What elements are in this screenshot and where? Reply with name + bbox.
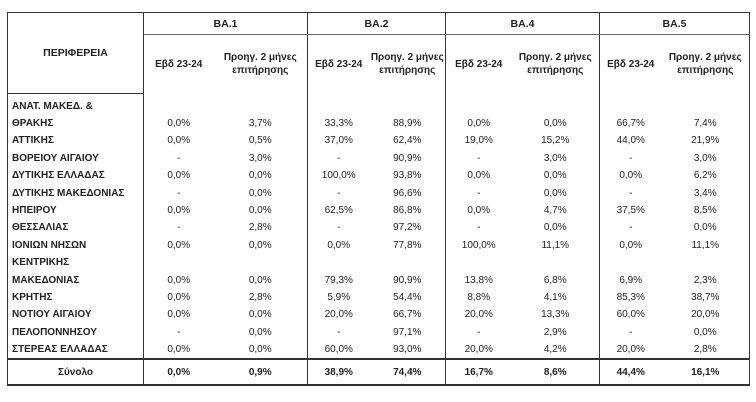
subheader-prev-months: Προηγ. 2 μήνες επιτήρησης bbox=[370, 35, 446, 94]
value-cell bbox=[662, 254, 750, 271]
data-table bbox=[7, 12, 750, 386]
value-cell: 0,0% bbox=[446, 115, 512, 132]
region-name: ΜΑΚΕΔΟΝΙΑΣ bbox=[8, 271, 144, 288]
value-cell bbox=[370, 254, 446, 271]
table-row bbox=[8, 219, 750, 236]
value-cell bbox=[308, 93, 370, 115]
value-cell: 62,5% bbox=[308, 202, 370, 219]
value-cell: 0,0% bbox=[214, 271, 308, 288]
value-cell: - bbox=[600, 184, 662, 201]
value-cell bbox=[512, 254, 600, 271]
value-cell: 2,8% bbox=[214, 219, 308, 236]
region-name: ΝΟΤΙΟΥ ΑΙΓΑΙΟΥ bbox=[8, 306, 144, 323]
value-cell: 0,0% bbox=[512, 219, 600, 236]
value-cell: 60,0% bbox=[308, 341, 370, 359]
value-cell: 88,9% bbox=[370, 115, 446, 132]
value-cell: 20,0% bbox=[308, 306, 370, 323]
value-cell bbox=[512, 93, 600, 115]
value-cell: 79,3% bbox=[308, 271, 370, 288]
group-header-row bbox=[8, 13, 750, 35]
value-cell: 93,8% bbox=[370, 167, 446, 184]
subheader-prev-months: Προηγ. 2 μήνες επιτήρησης bbox=[662, 35, 750, 94]
value-cell: 97,1% bbox=[370, 324, 446, 341]
group-header-ba5: ΒΑ.5 bbox=[600, 13, 750, 35]
region-name: ΑΤΤΙΚΗΣ bbox=[8, 132, 144, 149]
value-cell: 0,0% bbox=[144, 202, 214, 219]
value-cell: 0,0% bbox=[446, 202, 512, 219]
value-cell: 77,8% bbox=[370, 237, 446, 254]
value-cell: 100,0% bbox=[446, 237, 512, 254]
table-row bbox=[8, 306, 750, 323]
value-cell: 37,5% bbox=[600, 202, 662, 219]
value-cell: 0,0% bbox=[144, 237, 214, 254]
value-cell: 0,0% bbox=[600, 237, 662, 254]
value-cell: 93,0% bbox=[370, 341, 446, 359]
value-cell: 0,0% bbox=[214, 324, 308, 341]
total-cell: 0,9% bbox=[214, 359, 308, 385]
table-row bbox=[8, 167, 750, 184]
value-cell: 20,0% bbox=[446, 341, 512, 359]
table-row bbox=[8, 150, 750, 167]
subheader-prev-months: Προηγ. 2 μήνες επιτήρησης bbox=[512, 35, 600, 94]
value-cell: 0,0% bbox=[446, 167, 512, 184]
group-header-ba4: ΒΑ.4 bbox=[446, 13, 600, 35]
value-cell: - bbox=[446, 324, 512, 341]
region-name: ΣΤΕΡΕΑΣ ΕΛΛΑΔΑΣ bbox=[8, 341, 144, 359]
value-cell: 2,3% bbox=[662, 271, 750, 288]
region-column-header: ΠΕΡΙΦΕΡΕΙΑ bbox=[8, 13, 144, 94]
value-cell: 90,9% bbox=[370, 271, 446, 288]
value-cell: 33,3% bbox=[308, 115, 370, 132]
value-cell: - bbox=[446, 219, 512, 236]
value-cell: 8,5% bbox=[662, 202, 750, 219]
value-cell: - bbox=[446, 150, 512, 167]
table-row bbox=[8, 324, 750, 341]
value-cell: 6,8% bbox=[512, 271, 600, 288]
value-cell: 0,0% bbox=[662, 219, 750, 236]
group-header-ba2: ΒΑ.2 bbox=[308, 13, 446, 35]
value-cell: 0,0% bbox=[214, 237, 308, 254]
value-cell: - bbox=[144, 219, 214, 236]
table-row bbox=[8, 202, 750, 219]
value-cell: 0,0% bbox=[512, 167, 600, 184]
value-cell: - bbox=[308, 150, 370, 167]
value-cell: 21,9% bbox=[662, 132, 750, 149]
value-cell: - bbox=[600, 219, 662, 236]
table-row bbox=[8, 237, 750, 254]
value-cell: 0,0% bbox=[144, 341, 214, 359]
table-row bbox=[8, 254, 750, 271]
value-cell: 0,0% bbox=[144, 306, 214, 323]
value-cell bbox=[214, 93, 308, 115]
value-cell bbox=[600, 254, 662, 271]
value-cell: 0,5% bbox=[214, 132, 308, 149]
region-name: ΘΕΣΣΑΛΙΑΣ bbox=[8, 219, 144, 236]
value-cell: 19,0% bbox=[446, 132, 512, 149]
value-cell bbox=[370, 93, 446, 115]
value-cell: 44,0% bbox=[600, 132, 662, 149]
region-name: ΗΠΕΙΡΟΥ bbox=[8, 202, 144, 219]
value-cell: 6,9% bbox=[600, 271, 662, 288]
region-name: ΠΕΛΟΠΟΝΝΗΣΟΥ bbox=[8, 324, 144, 341]
value-cell: 3,4% bbox=[662, 184, 750, 201]
value-cell bbox=[308, 254, 370, 271]
value-cell: 4,1% bbox=[512, 289, 600, 306]
value-cell: 0,0% bbox=[662, 324, 750, 341]
value-cell: 13,8% bbox=[446, 271, 512, 288]
value-cell: 15,2% bbox=[512, 132, 600, 149]
total-cell: 0,0% bbox=[144, 359, 214, 385]
value-cell bbox=[662, 93, 750, 115]
value-cell: 20,0% bbox=[446, 306, 512, 323]
total-label: Σύνολο bbox=[8, 359, 144, 385]
total-cell: 8,6% bbox=[512, 359, 600, 385]
subheader-week: Εβδ 23-24 bbox=[308, 35, 370, 94]
value-cell: 66,7% bbox=[370, 306, 446, 323]
table-row bbox=[8, 341, 750, 359]
value-cell: 0,0% bbox=[600, 167, 662, 184]
table-body bbox=[8, 93, 750, 359]
subheader-week: Εβδ 23-24 bbox=[144, 35, 214, 94]
value-cell: - bbox=[144, 184, 214, 201]
value-cell: - bbox=[144, 324, 214, 341]
value-cell: 100,0% bbox=[308, 167, 370, 184]
value-cell: 0,0% bbox=[214, 306, 308, 323]
value-cell: 0,0% bbox=[214, 341, 308, 359]
value-cell: 13,3% bbox=[512, 306, 600, 323]
table-row bbox=[8, 93, 750, 115]
value-cell: 4,2% bbox=[512, 341, 600, 359]
value-cell: 38,7% bbox=[662, 289, 750, 306]
table-row bbox=[8, 289, 750, 306]
table-row bbox=[8, 184, 750, 201]
region-name: ΙΟΝΙΩΝ ΝΗΣΩΝ bbox=[8, 237, 144, 254]
total-cell: 16,1% bbox=[662, 359, 750, 385]
region-name: ΒΟΡΕΙΟΥ ΑΙΓΑΙΟΥ bbox=[8, 150, 144, 167]
value-cell: 96,6% bbox=[370, 184, 446, 201]
value-cell: - bbox=[144, 150, 214, 167]
value-cell: 6,2% bbox=[662, 167, 750, 184]
value-cell: 3,0% bbox=[662, 150, 750, 167]
value-cell: 8,8% bbox=[446, 289, 512, 306]
table-container bbox=[7, 12, 749, 386]
value-cell: 2,8% bbox=[214, 289, 308, 306]
value-cell: 4,7% bbox=[512, 202, 600, 219]
value-cell: 0,0% bbox=[214, 167, 308, 184]
region-name: ΔΥΤΙΚΗΣ ΕΛΛΑΔΑΣ bbox=[8, 167, 144, 184]
total-cell: 44,4% bbox=[600, 359, 662, 385]
region-name: ΑΝΑΤ. ΜΑΚΕΔ. & bbox=[8, 93, 144, 115]
value-cell: 0,0% bbox=[144, 132, 214, 149]
value-cell bbox=[600, 93, 662, 115]
subheader-prev-months: Προηγ. 2 μήνες επιτήρησης bbox=[214, 35, 308, 94]
value-cell: 11,1% bbox=[512, 237, 600, 254]
table-row bbox=[8, 115, 750, 132]
value-cell: 86,8% bbox=[370, 202, 446, 219]
table-row bbox=[8, 132, 750, 149]
value-cell: 0,0% bbox=[144, 115, 214, 132]
value-cell: 3,0% bbox=[512, 150, 600, 167]
table-row bbox=[8, 271, 750, 288]
value-cell: 11,1% bbox=[662, 237, 750, 254]
value-cell: 0,0% bbox=[144, 167, 214, 184]
region-name: ΚΡΗΤΗΣ bbox=[8, 289, 144, 306]
region-name: ΚΕΝΤΡΙΚΗΣ bbox=[8, 254, 144, 271]
value-cell: - bbox=[308, 219, 370, 236]
value-cell: - bbox=[308, 324, 370, 341]
value-cell: 54,4% bbox=[370, 289, 446, 306]
value-cell: 7,4% bbox=[662, 115, 750, 132]
value-cell: 0,0% bbox=[308, 237, 370, 254]
value-cell: 0,0% bbox=[512, 115, 600, 132]
value-cell: 60,0% bbox=[600, 306, 662, 323]
subheader-week: Εβδ 23-24 bbox=[446, 35, 512, 94]
value-cell: 97,2% bbox=[370, 219, 446, 236]
value-cell: - bbox=[600, 150, 662, 167]
total-cell: 16,7% bbox=[446, 359, 512, 385]
value-cell: 0,0% bbox=[512, 184, 600, 201]
value-cell: 0,0% bbox=[214, 202, 308, 219]
region-name: ΔΥΤΙΚΗΣ ΜΑΚΕΔΟΝΙΑΣ bbox=[8, 184, 144, 201]
value-cell: 90,9% bbox=[370, 150, 446, 167]
value-cell: - bbox=[446, 184, 512, 201]
value-cell: 0,0% bbox=[144, 271, 214, 288]
value-cell: - bbox=[600, 324, 662, 341]
value-cell bbox=[144, 254, 214, 271]
value-cell: 0,0% bbox=[214, 184, 308, 201]
value-cell: 0,0% bbox=[144, 289, 214, 306]
group-header-ba1: ΒΑ.1 bbox=[144, 13, 308, 35]
value-cell: 3,0% bbox=[214, 150, 308, 167]
value-cell: 2,9% bbox=[512, 324, 600, 341]
value-cell: 2,8% bbox=[662, 341, 750, 359]
value-cell: 37,0% bbox=[308, 132, 370, 149]
value-cell: 85,3% bbox=[600, 289, 662, 306]
total-cell: 74,4% bbox=[370, 359, 446, 385]
total-cell: 38,9% bbox=[308, 359, 370, 385]
region-name: ΘΡΑΚΗΣ bbox=[8, 115, 144, 132]
value-cell: 62,4% bbox=[370, 132, 446, 149]
total-row bbox=[8, 359, 750, 385]
value-cell: 20,0% bbox=[600, 341, 662, 359]
value-cell bbox=[144, 93, 214, 115]
value-cell: 66,7% bbox=[600, 115, 662, 132]
value-cell: 3,7% bbox=[214, 115, 308, 132]
value-cell bbox=[214, 254, 308, 271]
value-cell: 20,0% bbox=[662, 306, 750, 323]
value-cell bbox=[446, 93, 512, 115]
subheader-week: Εβδ 23-24 bbox=[600, 35, 662, 94]
value-cell: - bbox=[308, 184, 370, 201]
value-cell: 5,9% bbox=[308, 289, 370, 306]
value-cell bbox=[446, 254, 512, 271]
